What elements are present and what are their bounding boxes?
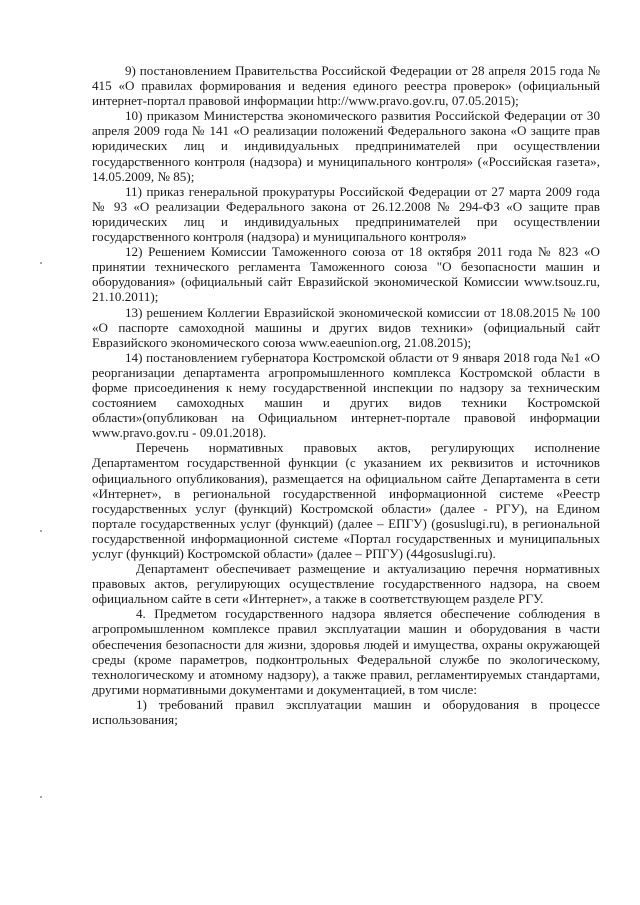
department-paragraph: Департамент обеспечивает размещение и актуализацию перечня нормативных правовых актов, регулирующих осуществление государственного надзора, на своем официальном сайте в сети «Интернет», а также в соответствующем разделе РГУ.	[92, 561, 600, 607]
list-item-11: 11) приказ генеральной прокуратуры Российской Федерации от 27 марта 2009 года № 93 «О реализации Федерального закона от 26.12.2008 № 294-ФЗ «О защите прав юридических лиц и индивидуальных предпринимателей при осуществлении государственного контроля (надзора) и муниципального контроля»	[92, 183, 600, 245]
list-item-14: 14) постановлением губернатора Костромской области от 9 января 2018 года №1 «О реорганизации департамента агропромышленного комплекса Костромской области в форме присоединения к нему государственной инспекции по надзору за техническим состоянием самоходных машин и других видов техники Костромской области»(опубликован на Официальном интернет-портале правовой информации www.pravo.gov.ru - 09.01.2018).	[92, 349, 600, 441]
subitem-1: 1) требований правил эксплуатации машин и оборудования в процессе использования;	[92, 696, 600, 728]
list-item-13: 13) решением Коллегии Евразийской экономической комиссии от 18.08.2015 № 100 «О паспорте самоходной машины и других видов техники» (официальный сайт Евразийского экономического союза www.eaeunion.org, 21.08.2015);	[92, 304, 600, 350]
list-item-10: 10) приказом Министерства экономического развития Российской Федерации от 30 апреля 2009 года № 141 «О реализации положений Федерального закона «О защите прав юридических лиц и индивидуальных предпринимателей при осуществлении государственного контроля (надзора) и муниципального контроля» («Российская газета», 14.05.2009, № 85);	[92, 108, 600, 184]
margin-mark	[40, 530, 42, 532]
margin-mark	[40, 796, 42, 798]
list-item-12: 12) Решением Комиссии Таможенного союза от 18 октября 2011 года № 823 «О принятии технического регламента Таможенного союза "О безопасности машин и оборудования» (официальный сайт Евразийской экономической Комиссии www.tsouz.ru, 21.10.2011);	[92, 244, 600, 305]
section-4-paragraph: 4. Предметом государственного надзора является обеспечение соблюдения в агропромышленном комплексе правил эксплуатации машин и оборудования в части обеспечения безопасности для жизни, здоровья людей и имущества, охраны окружающей среды (кроме параметров, подконтрольных Федеральной службе по экологическому, технологическому и атомному надзору), а также правил, регламентируемых стандартами, другими нормативными документами и документацией, в том числе:	[92, 606, 600, 697]
acts-list-paragraph: Перечень нормативных правовых актов, регулирующих исполнение Департаментом государственной функции (с указанием их реквизитов и источников официального опубликования), размещается на официальном сайте Департамента в сети «Интернет», в региональной государственной информационной системе «Реестр государственных услуг (функций) Костромской области» (далее - РГУ), на Едином портале государственных услуг (функций) (далее – ЕПГУ) (gosuslugi.ru), в региональной государственной информационной системе «Портал государственных и муниципальных услуг (функций) Костромской области» (далее – РПГУ) (44gosuslugi.ru).	[92, 440, 600, 561]
margin-mark	[40, 262, 42, 264]
document-body	[92, 63, 600, 727]
list-item-9: 9) постановлением Правительства Российской Федерации от 28 апреля 2015 года № 415 «О правилах формирования и ведения единого реестра проверок» (официальный интернет-портал правовой информации http://www.pravo.gov.ru, 07.05.2015);	[92, 63, 600, 109]
